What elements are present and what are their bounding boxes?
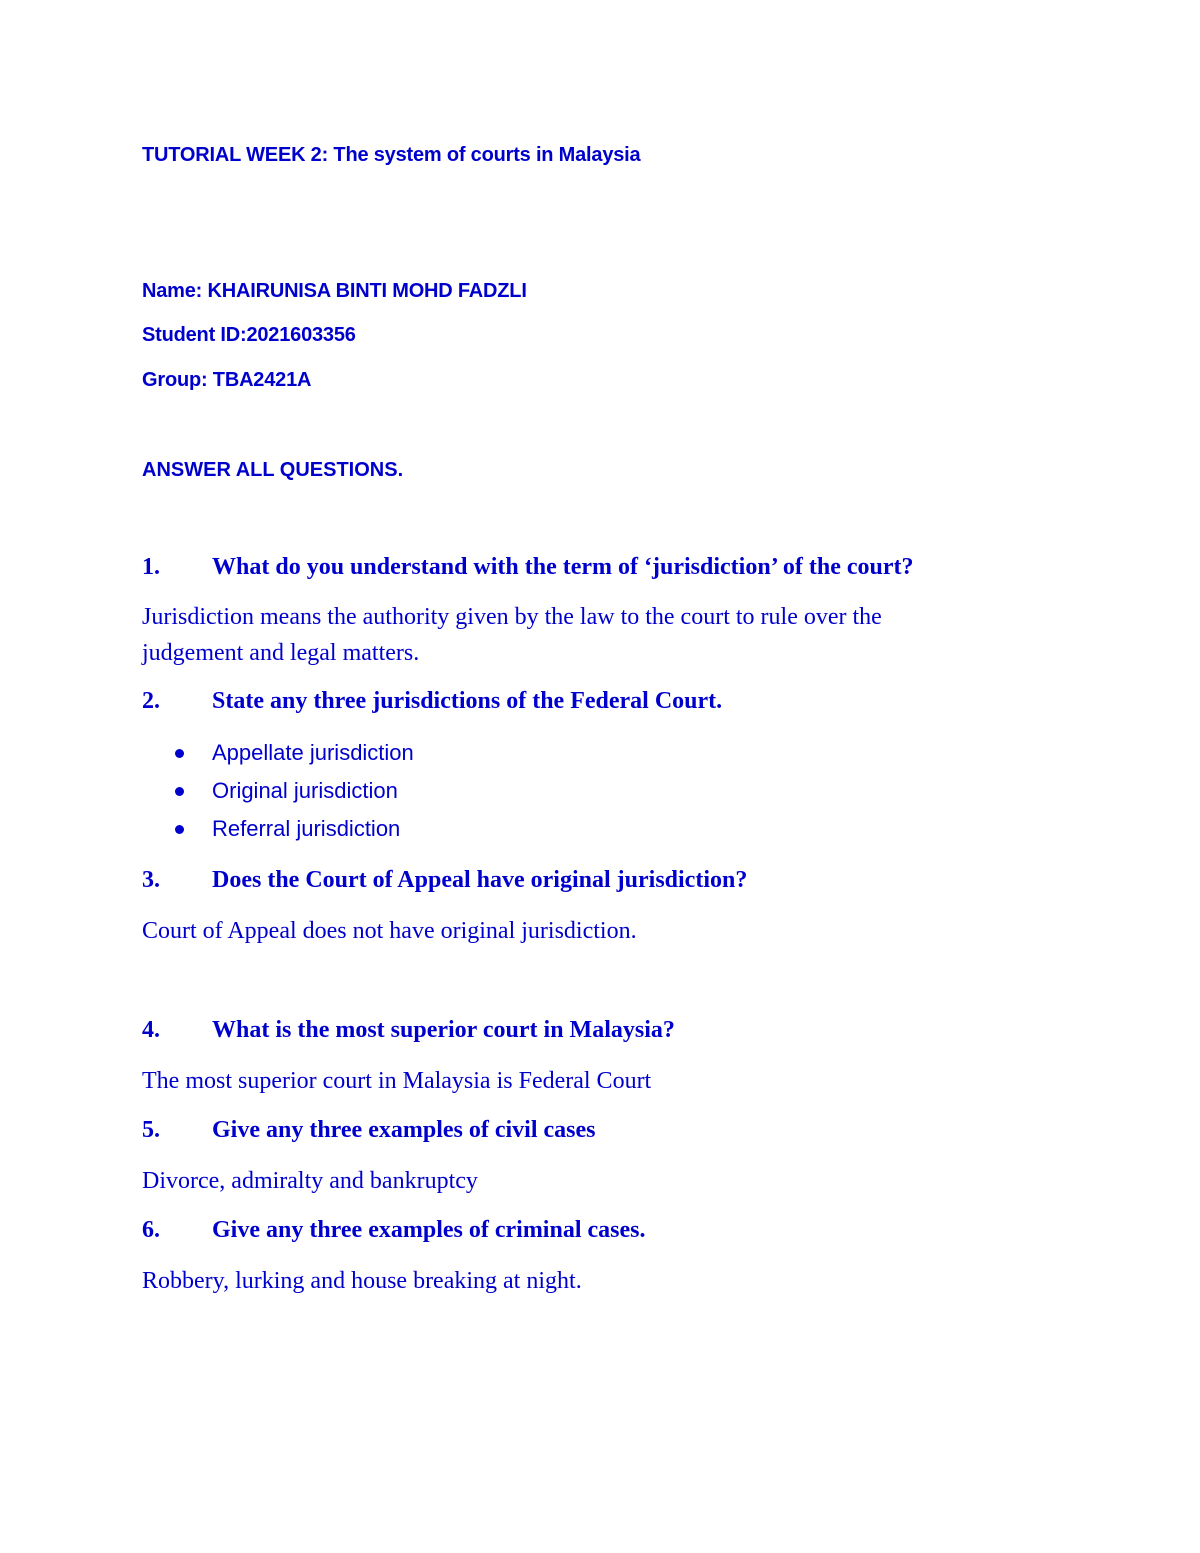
list-item — [142, 738, 414, 776]
question-number: 5. — [142, 1117, 160, 1143]
answer-1-line-1: Jurisdiction means the authority given by the law to the court to rule over the — [142, 604, 882, 630]
question-number: 6. — [142, 1217, 160, 1243]
question-text: What do you understand with the term of ‘jurisdiction’ of the court? — [212, 554, 914, 580]
answer-4: The most superior court in Malaysia is Federal Court — [142, 1068, 652, 1094]
answer-1-line-2: judgement and legal matters. — [142, 640, 420, 666]
question-text: What is the most superior court in Malaysia? — [212, 1017, 675, 1043]
question-number: 3. — [142, 867, 160, 893]
bullet-icon — [175, 787, 184, 796]
bullet-icon — [175, 825, 184, 834]
question-number: 1. — [142, 554, 160, 580]
answer-3: Court of Appeal does not have original jurisdiction. — [142, 918, 637, 944]
bullet-icon — [175, 749, 184, 758]
student-group: Group: TBA2421A — [142, 369, 312, 391]
answer-5: Divorce, admiralty and bankruptcy — [142, 1168, 478, 1194]
list-item — [142, 814, 414, 852]
question-text: State any three jurisdictions of the Federal Court. — [212, 688, 723, 714]
list-item — [142, 776, 414, 814]
answer-6: Robbery, lurking and house breaking at night. — [142, 1268, 582, 1294]
student-id: Student ID:2021603356 — [142, 324, 356, 346]
question-number: 2. — [142, 688, 160, 714]
list-item-label: Appellate jurisdiction — [212, 740, 414, 765]
federal-court-jurisdictions-list — [142, 738, 414, 852]
question-text: Give any three examples of civil cases — [212, 1117, 596, 1143]
list-item-label: Referral jurisdiction — [212, 816, 401, 841]
question-text: Give any three examples of criminal cases. — [212, 1217, 646, 1243]
list-item-label: Original jurisdiction — [212, 778, 398, 803]
question-text: Does the Court of Appeal have original jurisdiction? — [212, 867, 748, 893]
question-number: 4. — [142, 1017, 160, 1043]
student-name: Name: KHAIRUNISA BINTI MOHD FADZLI — [142, 280, 527, 302]
document-title: TUTORIAL WEEK 2: The system of courts in Malaysia — [142, 144, 641, 166]
instruction-heading: ANSWER ALL QUESTIONS. — [142, 459, 404, 481]
